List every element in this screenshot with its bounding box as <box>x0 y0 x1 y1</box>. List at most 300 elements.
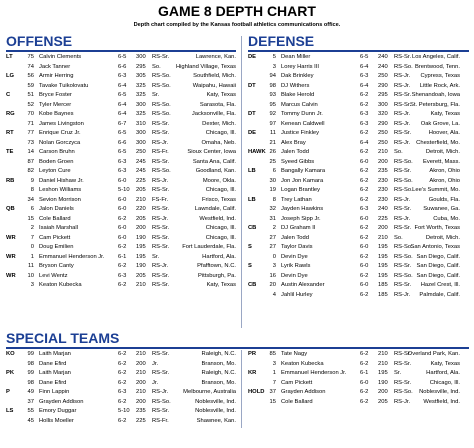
player-name: Carson Bruhn <box>39 149 75 155</box>
player-number: 3 <box>272 360 276 367</box>
player-number: 37 <box>269 389 276 395</box>
player-hometown: Highland Village, Texas <box>175 63 236 70</box>
player-position: C <box>6 92 11 98</box>
player-class: RS-Sr. <box>152 351 170 357</box>
player-row <box>248 388 469 398</box>
player-class: RS-Jr. <box>394 111 411 117</box>
player-class: RS-So. <box>152 101 171 108</box>
player-height: 6-5 <box>118 149 127 155</box>
player-weight: 205 <box>136 215 146 222</box>
player-name: Joseph Sipp Jr. <box>281 215 321 222</box>
player-hometown: Katy, Texas <box>206 92 236 98</box>
player-name: Jalen Todd <box>281 149 309 155</box>
player-name: Cole Ballard <box>281 398 313 405</box>
player-row <box>6 63 236 73</box>
player-name: Boden Groen <box>39 158 74 165</box>
player-name: Enrique Cruz Jr. <box>39 130 81 136</box>
special-divider <box>241 350 242 428</box>
player-hometown: Southfield, Mich. <box>193 73 236 79</box>
player-position: DT <box>248 82 256 89</box>
player-position: TE <box>6 149 14 155</box>
player-row <box>6 205 236 215</box>
player-weight: 205 <box>136 187 146 193</box>
player-row <box>248 224 469 234</box>
player-height: 6-0 <box>118 196 127 203</box>
player-height: 6-2 <box>118 244 127 250</box>
page-title: GAME 8 DEPTH CHART <box>158 3 316 19</box>
player-number: 2 <box>30 225 34 231</box>
player-weight: 320 <box>378 111 388 117</box>
player-row <box>248 82 469 92</box>
player-hometown: Katy, Texas <box>430 111 460 117</box>
player-position: S <box>248 244 252 250</box>
player-weight: 305 <box>136 73 146 79</box>
player-hometown: Westfield, Ind. <box>423 398 460 405</box>
player-class: RS-So. <box>394 177 413 184</box>
player-row <box>248 110 469 120</box>
player-name: Trey Lathan <box>281 196 312 203</box>
player-number: 49 <box>27 389 34 395</box>
player-row <box>248 262 469 272</box>
player-number: 99 <box>27 370 34 376</box>
player-height: 6-0 <box>118 225 127 231</box>
player-row <box>248 129 469 139</box>
player-number: 87 <box>27 158 34 165</box>
defense-rule <box>248 50 469 52</box>
player-name: Logan Brantley <box>281 187 320 193</box>
player-weight: 210 <box>136 196 146 203</box>
player-name: Dane Efird <box>39 360 67 367</box>
player-number: 98 <box>269 82 276 89</box>
player-weight: 210 <box>378 234 388 241</box>
player-class: RS-Jr. <box>394 291 411 298</box>
player-height: 6-2 <box>360 101 369 108</box>
player-number: 30 <box>269 177 276 184</box>
player-number: 56 <box>27 73 34 79</box>
player-name: Bangally Kamara <box>281 168 326 174</box>
player-name: Jalon Daniels <box>39 206 74 212</box>
player-weight: 205 <box>136 272 146 279</box>
player-name: Justice Finkley <box>281 130 320 136</box>
player-name: Keaton Kubecka <box>281 360 324 367</box>
player-name: Finn Lappin <box>39 389 70 395</box>
player-class: Sr. <box>394 370 402 376</box>
player-hometown: Overland Park, Kan. <box>407 351 460 357</box>
player-number: 95 <box>269 101 276 108</box>
player-row <box>248 360 469 370</box>
player-number: 75 <box>27 54 34 60</box>
player-hometown: San Antonio, Texas <box>410 244 460 250</box>
player-class: RS-Sr. <box>152 130 170 136</box>
player-number: 70 <box>27 111 34 117</box>
player-name: Lorey Harris III <box>281 63 320 70</box>
player-position: DE <box>248 130 257 136</box>
player-weight: 195 <box>378 272 388 279</box>
player-number: 15 <box>27 215 34 222</box>
player-height: 6-2 <box>360 187 369 193</box>
player-weight: 190 <box>136 234 146 241</box>
player-class: RS-Jr. <box>394 215 411 222</box>
player-class: RS-So. <box>152 111 171 117</box>
player-name: Tyler Mercer <box>39 101 72 108</box>
player-number: 45 <box>27 417 34 424</box>
player-class: RS-So. <box>152 73 171 79</box>
player-name: Laith Marjan <box>39 351 71 357</box>
player-name: Emory Duggar <box>39 408 77 414</box>
player-height: 6-2 <box>360 234 369 241</box>
player-class: RS-Sr. <box>152 370 170 376</box>
player-row <box>248 91 469 101</box>
player-name: Isaiah Marshall <box>39 225 78 231</box>
player-class: RS-Jr. <box>394 398 411 405</box>
player-row <box>248 350 469 360</box>
player-class: RS-Sr. <box>152 54 170 60</box>
player-name: Laith Marjan <box>39 370 71 376</box>
player-class: RS-Fr. <box>152 149 169 155</box>
player-number: 7 <box>30 234 34 241</box>
player-row <box>6 167 236 177</box>
player-position: LT <box>6 54 13 60</box>
player-weight: 225 <box>136 177 146 184</box>
player-class: RS-Jr. <box>394 82 411 89</box>
player-row <box>248 398 469 408</box>
player-weight: 295 <box>378 92 388 98</box>
player-number: 6 <box>30 206 34 212</box>
player-height: 6-3 <box>118 73 127 79</box>
player-hometown: Detroit, Mich. <box>425 149 460 155</box>
player-row <box>6 262 236 272</box>
player-class: RS-Jr. <box>152 177 169 184</box>
player-number: 32 <box>269 206 276 212</box>
player-weight: 210 <box>136 389 146 395</box>
player-hometown: Oak Grove, La. <box>420 120 460 127</box>
player-height: 6-2 <box>360 253 369 260</box>
player-name: Daniel Hishaw Jr. <box>39 177 84 184</box>
offense-heading: OFFENSE <box>6 33 73 49</box>
player-hometown: Waipahu, Hawaii <box>192 82 236 89</box>
player-name: Bryson Canty <box>39 263 74 269</box>
player-weight: 230 <box>378 187 388 193</box>
player-weight: 195 <box>136 253 146 260</box>
player-class: RS-Jr. <box>394 139 411 146</box>
player-number: 7 <box>272 379 276 386</box>
player-name: Blake Herold <box>281 92 315 98</box>
player-class: FS-Fr. <box>152 196 169 203</box>
player-class: RS-Sr. <box>394 379 412 386</box>
player-name: Keaton Kubecka <box>39 282 82 288</box>
player-hometown: Akron, Ohio <box>429 168 460 174</box>
player-name: James Livingston <box>39 120 84 127</box>
player-class: RS-So. <box>152 82 171 89</box>
player-number: 4 <box>272 291 276 298</box>
player-hometown: Raleigh, N.C. <box>201 351 236 357</box>
player-weight: 225 <box>136 417 146 424</box>
player-class: RS-Sr. <box>152 244 170 250</box>
player-number: 99 <box>27 351 34 357</box>
player-number: 73 <box>27 139 34 146</box>
player-weight: 290 <box>378 82 388 89</box>
player-hometown: Noblesville, Ind. <box>419 389 460 395</box>
player-number: 0 <box>272 253 276 260</box>
player-row <box>6 148 236 158</box>
player-hometown: Hartford, Ala. <box>202 253 236 260</box>
player-weight: 325 <box>136 92 146 98</box>
player-height: 6-4 <box>360 82 369 89</box>
player-hometown: Sioux Center, Iowa <box>187 149 236 155</box>
special-teams-left <box>6 350 236 426</box>
player-height: 6-3 <box>360 111 369 117</box>
player-weight: 230 <box>378 177 388 184</box>
player-class: RS-Jr. <box>152 215 169 222</box>
player-height: 6-0 <box>360 379 369 386</box>
player-number: 10 <box>27 272 34 279</box>
player-class: RS-So. <box>394 158 413 165</box>
player-height: 6-2 <box>360 130 369 136</box>
player-hometown: Goulds, Fla. <box>428 196 460 203</box>
player-height: 6-6 <box>118 139 127 146</box>
player-number: 9 <box>30 177 34 184</box>
player-hometown: Pittsburgh, Pa. <box>197 272 236 279</box>
player-class: RS-Sr. <box>394 168 412 174</box>
player-number: 71 <box>27 120 34 127</box>
player-weight: 200 <box>136 398 146 405</box>
column-divider <box>241 36 242 328</box>
player-height: 6-2 <box>360 351 369 357</box>
player-hometown: Chicago, Ill. <box>205 234 236 241</box>
player-number: 74 <box>27 63 34 70</box>
player-weight: 210 <box>378 360 388 367</box>
player-class: RS-So. <box>394 389 413 395</box>
player-class: RS-So. <box>394 272 413 279</box>
player-class: So. <box>394 149 403 155</box>
player-height: 6-0 <box>360 282 369 288</box>
player-weight: 200 <box>136 360 146 367</box>
player-position: DT <box>248 111 256 117</box>
player-number: 5 <box>272 54 276 60</box>
player-name: Devin Dye <box>281 253 308 260</box>
defense-roster <box>248 53 469 300</box>
player-row <box>248 243 469 253</box>
player-row <box>248 177 469 187</box>
player-hometown: Shenandoah, Iowa <box>411 92 460 98</box>
player-number: 27 <box>269 234 276 241</box>
player-weight: 245 <box>136 168 146 174</box>
player-class: RS-Sr. <box>152 158 170 165</box>
player-name: Calvin Clements <box>39 54 82 60</box>
player-height: 6-2 <box>118 417 127 424</box>
player-number: 16 <box>269 272 276 279</box>
player-height: 6-2 <box>118 379 127 386</box>
player-hometown: San Diego, Calif. <box>416 263 460 269</box>
player-height: 6-3 <box>118 158 127 165</box>
player-row <box>6 72 236 82</box>
player-row <box>248 167 469 177</box>
player-number: 1 <box>30 253 34 260</box>
player-weight: 250 <box>378 73 388 79</box>
player-name: Devin Dye <box>281 272 308 279</box>
player-weight: 300 <box>136 130 146 136</box>
player-hometown: Omaha, Neb. <box>201 139 236 146</box>
player-position: KR <box>248 370 257 376</box>
player-row <box>6 91 236 101</box>
player-height: 6-2 <box>118 398 127 405</box>
player-weight: 210 <box>378 351 388 357</box>
player-number: 25 <box>269 158 276 165</box>
player-number: 27 <box>269 244 276 250</box>
player-weight: 240 <box>378 206 388 212</box>
player-weight: 300 <box>136 54 146 60</box>
player-class: RS-Sr. <box>152 120 170 127</box>
player-name: Jayden Hawkins <box>281 206 324 212</box>
player-height: 6-3 <box>118 389 127 395</box>
player-name: Cam Pickett <box>39 234 71 241</box>
player-class: RS-Sr. <box>394 92 412 98</box>
player-weight: 210 <box>136 370 146 376</box>
player-weight: 195 <box>378 370 388 376</box>
player-hometown: Lawndale, Calif. <box>194 206 236 212</box>
player-weight: 250 <box>378 139 388 146</box>
player-number: 1 <box>272 370 276 376</box>
player-number: 14 <box>27 149 34 155</box>
player-height: 6-2 <box>360 291 369 298</box>
player-hometown: Noblesville, Ind. <box>195 408 236 414</box>
defense-heading: DEFENSE <box>248 33 315 49</box>
player-row <box>6 379 236 389</box>
player-name: Kenean Caldwell <box>281 120 325 127</box>
player-weight: 300 <box>136 101 146 108</box>
player-weight: 235 <box>378 168 388 174</box>
player-weight: 195 <box>136 244 146 250</box>
player-row <box>248 281 469 291</box>
player-weight: 200 <box>136 379 146 386</box>
player-hometown: Hazel Crest, Ill. <box>420 282 460 288</box>
player-hometown: Suwanee, Ga. <box>423 206 460 212</box>
player-class: RS-So. <box>394 63 413 70</box>
player-hometown: Chesterfield, Mo. <box>416 139 460 146</box>
player-height: 6-2 <box>360 360 369 367</box>
player-number: 21 <box>269 139 276 146</box>
player-name: Nolan Gorczyca <box>39 139 81 146</box>
player-weight: 220 <box>136 206 146 212</box>
player-height: 6-2 <box>360 196 369 203</box>
player-position: LB <box>248 196 256 203</box>
player-hometown: Goodland, Kan. <box>195 168 236 174</box>
player-weight: 325 <box>136 82 146 89</box>
player-hometown: Cypress, Texas <box>420 73 460 79</box>
player-hometown: Frisco, Texas <box>201 196 236 203</box>
player-height: 6-4 <box>360 63 369 70</box>
player-hometown: Branson, Mo. <box>201 360 236 367</box>
player-position: WR <box>6 234 16 241</box>
player-height: 6-1 <box>118 253 127 260</box>
player-height: 6-0 <box>118 234 127 241</box>
player-number: 0 <box>30 244 34 250</box>
player-name: Bryce Foster <box>39 92 72 98</box>
player-row <box>248 379 469 389</box>
player-height: 6-2 <box>360 168 369 174</box>
player-number: 3 <box>30 282 34 288</box>
player-number: 51 <box>27 92 34 98</box>
player-height: 6-5 <box>118 92 127 98</box>
player-height: 6-1 <box>360 370 369 376</box>
player-position: LS <box>6 408 14 414</box>
player-row <box>248 120 469 130</box>
player-name: Tommy Dunn Jr. <box>281 111 323 117</box>
player-hometown: Noblesville, Ind. <box>195 398 236 405</box>
player-name: Austin Alexander <box>281 282 325 288</box>
player-hometown: Little Rock, Ark. <box>419 82 460 89</box>
player-name: Dean Miller <box>281 54 311 60</box>
player-height: 6-2 <box>360 92 369 98</box>
player-hometown: Akron, Ohio <box>429 177 460 184</box>
player-row <box>248 291 469 301</box>
player-name: Cam Pickett <box>281 379 313 386</box>
player-number: 8 <box>272 196 276 203</box>
player-class: So. <box>152 63 161 70</box>
player-row <box>248 101 469 111</box>
player-name: Lyrik Rawls <box>281 263 311 269</box>
player-name: Levi Wentz <box>39 272 68 279</box>
player-position: WR <box>6 253 16 260</box>
player-height: 6-2 <box>360 272 369 279</box>
player-height: 5-10 <box>118 408 130 414</box>
player-height: 6-3 <box>360 120 369 127</box>
player-row <box>248 215 469 225</box>
player-class: Jr. <box>152 360 159 367</box>
player-height: 6-0 <box>118 206 127 212</box>
player-row <box>6 110 236 120</box>
player-number: 19 <box>269 187 276 193</box>
player-hometown: Detroit, Mich. <box>425 234 460 241</box>
player-position: CB <box>248 225 257 231</box>
player-class: RS-Sr. <box>152 408 170 414</box>
player-class: RS-Sr. <box>394 130 412 136</box>
player-class: RS-Sr. <box>394 360 412 367</box>
player-hometown: Hartford, Ala. <box>426 370 460 376</box>
player-name: Doug Emilien <box>39 244 74 250</box>
player-weight: 250 <box>378 130 388 136</box>
player-height: 6-0 <box>360 244 369 250</box>
player-row <box>6 253 236 263</box>
player-weight: 195 <box>378 253 388 260</box>
player-weight: 205 <box>378 398 388 405</box>
player-row <box>248 369 469 379</box>
special-teams-right <box>248 350 469 407</box>
player-name: Syeed Gibbs <box>281 158 315 165</box>
player-class: Sr. <box>152 253 160 260</box>
player-row <box>248 148 469 158</box>
player-number: 2 <box>272 225 276 231</box>
player-class: RS-So. <box>394 187 413 193</box>
player-position: QB <box>6 206 15 212</box>
player-height: 6-3 <box>360 206 369 212</box>
player-position: DE <box>248 54 257 60</box>
player-name: Kobe Baynes <box>39 111 74 117</box>
player-hometown: Shawnee, Kan. <box>196 417 236 424</box>
player-height: 6-2 <box>118 282 127 288</box>
page-subtitle: Depth chart compiled by the Kansas football athletics communications office. <box>133 22 341 28</box>
player-height: 5-10 <box>118 187 130 193</box>
player-number: 77 <box>27 130 34 136</box>
player-row <box>6 369 236 379</box>
player-hometown: Cuba, Mo. <box>433 215 460 222</box>
player-row <box>6 158 236 168</box>
player-weight: 190 <box>136 263 146 269</box>
player-row <box>248 139 469 149</box>
player-row <box>248 234 469 244</box>
player-height: 6-0 <box>118 177 127 184</box>
player-row <box>6 398 236 408</box>
